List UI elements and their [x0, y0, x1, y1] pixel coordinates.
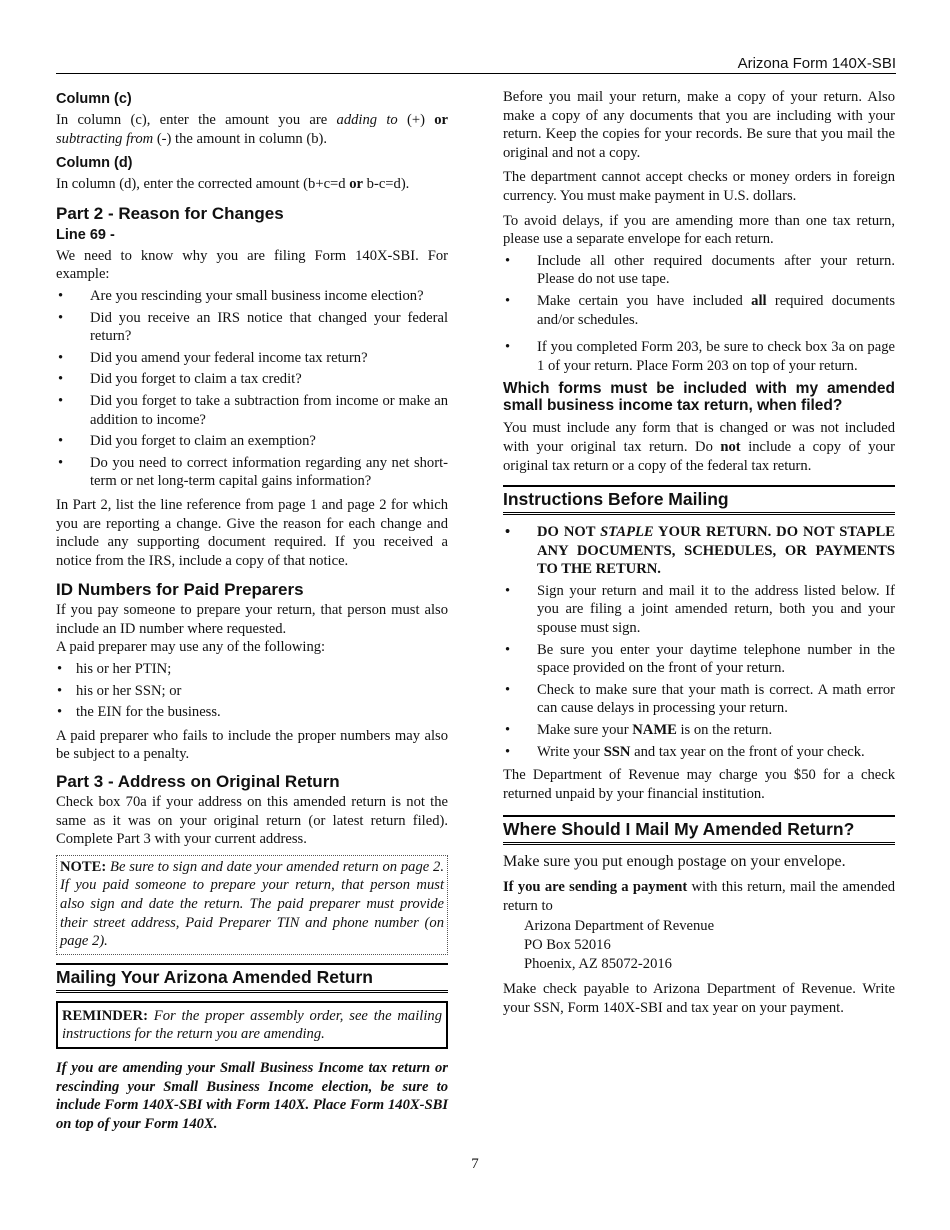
forms-answer-text: You must include any form that is changed or was not included with your original tax return. Do not include a copy of your original tax return or a copy of the federal tax return.: [503, 420, 895, 474]
part3-heading: Part 3 - Address on Original Return: [56, 772, 340, 792]
part2-body: In Part 2, list the line reference from page 1 and page 2 for which you are reporting a change. Give the reason for each change and include any supporting document required. If you received a notice from the IRS, include a copy of that notice.: [56, 496, 448, 569]
page-number: 7: [471, 1156, 479, 1172]
list-item: • his or her PTIN;: [56, 660, 448, 679]
column-c-heading: Column (c): [56, 91, 132, 107]
column-c-text: In column (c), enter the amount you are adding to (+) or subtracting from (-) the amount in column (b).: [56, 112, 448, 147]
mailing-section-heading: Mailing Your Arizona Amended Return: [56, 963, 448, 993]
before-mailing-list: [503, 523, 895, 761]
returned-check-fee-text: The Department of Revenue may charge you $50 for a check returned unpaid by your financial institution.: [503, 767, 895, 802]
check-payable-text: Make check payable to Arizona Department of Revenue. Write your SSN, Form 140X-SBI and tax year on your payment.: [503, 981, 895, 1016]
list-item: • the EIN for the business.: [56, 703, 448, 722]
part2-heading: Part 2 - Reason for Changes: [56, 203, 284, 223]
separate-envelope-text: To avoid delays, if you are amending more than one tax return, please use a separate envelope for each return.: [503, 212, 895, 248]
forms-question-heading: Which forms must be included with my amended small business income tax return, when filed?: [503, 380, 895, 415]
part3-body: Check box 70a if your address on this amended return is not the same as it was on your original return (or latest return filed). Complete Part 3 with your current address.: [56, 794, 448, 848]
list-item: • Are you rescinding your small business income election?: [56, 287, 448, 306]
list-item: • Make certain you have included all required documents and/or schedules.: [503, 292, 895, 329]
address-line: Phoenix, AZ 85072-2016: [524, 956, 672, 973]
list-item: • Include all other required documents after your return. Please do not use tape.: [503, 252, 895, 289]
postage-text: Make sure you put enough postage on your envelope.: [503, 853, 846, 871]
address-line: PO Box 52016: [524, 937, 611, 954]
column-d-text: In column (d), enter the corrected amount (b+c=d or b-c=d).: [56, 176, 410, 193]
sbi-assembly-note: If you are amending your Small Business Income tax return or rescinding your Small Business Income election, be sure to include Form 140X-SBI with Form 140X. Place Form 140X-SBI on top of your Form 140X.: [56, 1059, 448, 1132]
address-line: Arizona Department of Revenue: [524, 918, 715, 935]
list-item: • DO NOT STAPLE YOUR RETURN. DO NOT STAPLE ANY DOCUMENTS, SCHEDULES, OR PAYMENTS TO THE RETURN.: [503, 523, 895, 579]
currency-text: The department cannot accept checks or money orders in foreign currency. You must make payment in U.S. dollars.: [503, 169, 895, 204]
where-to-mail-heading: Where Should I Mail My Amended Return?: [503, 815, 895, 845]
payment-mail-text: If you are sending a payment with this return, mail the amended return to: [503, 879, 895, 914]
list-item: • Make sure your NAME is on the return.: [503, 721, 895, 740]
form-title: Arizona Form 140X-SBI: [737, 55, 896, 72]
preparers-p2: A paid preparer may use any of the following:: [56, 639, 326, 656]
part2-intro: We need to know why you are filing Form 140X-SBI. For example:: [56, 247, 448, 283]
note-text: Be sure to sign and date your amended return on page 2. If you paid someone to prepare your return, that person must also sign and date the return. The paid preparer must provide their street address, Paid Preparer TIN and phone number (on page 2).: [60, 858, 444, 950]
mailing-address: [503, 917, 895, 974]
preparers-p3: A paid preparer who fails to include the proper numbers may also be subject to a penalty.: [56, 727, 448, 763]
preparers-heading: ID Numbers for Paid Preparers: [56, 580, 304, 600]
reason-question-list: [56, 287, 448, 491]
list-item: • his or her SSN; or: [56, 682, 448, 701]
list-item: • Did you amend your federal income tax return?: [56, 349, 448, 368]
preparers-p1: If you pay someone to prepare your return, that person must also include an ID number where requested.: [56, 602, 448, 637]
before-mailing-heading: Instructions Before Mailing: [503, 485, 895, 515]
reminder-box: [56, 1001, 448, 1049]
list-item: • Did you forget to claim an exemption?: [56, 432, 448, 451]
reminder-text: For the proper assembly order, see the mailing instructions for the return you are amending.: [62, 1007, 442, 1043]
list-item: • Do you need to correct information regarding any net short-term or net long-term capital gains information?: [56, 454, 448, 491]
left-column: [56, 88, 448, 1139]
list-item: • Be sure you enter your daytime telephone number in the space provided on the front of your return.: [503, 641, 895, 678]
list-item: • Did you receive an IRS notice that changed your federal return?: [56, 309, 448, 346]
list-item: • Write your SSN and tax year on the front of your check.: [503, 743, 895, 762]
column-d-heading: Column (d): [56, 155, 133, 172]
list-item: • Did you forget to claim a tax credit?: [56, 370, 448, 389]
list-item: • Check to make sure that your math is correct. A math error can cause delays in processing your return.: [503, 681, 895, 718]
list-item: • If you completed Form 203, be sure to check box 3a on page 1 of your return. Place Form 203 on top of your return.: [503, 338, 895, 375]
note-box: [56, 855, 448, 955]
mailing-document-list: [503, 252, 895, 376]
line69-heading: Line 69 -: [56, 226, 115, 243]
note-label: NOTE:: [60, 858, 107, 875]
header-rule: [56, 73, 896, 74]
right-column: [503, 88, 895, 1023]
list-item: • Sign your return and mail it to the address listed below. If you are filing a joint amended return, both you and your spouse must sign.: [503, 582, 895, 638]
copy-return-text: Before you mail your return, make a copy of your return. Also make a copy of any documents that you are including with your return. Keep the copies for your records. Be sure that you mail the original and not a copy.: [503, 89, 895, 161]
reminder-label: REMINDER:: [62, 1007, 148, 1024]
list-item: • Did you forget to take a subtraction from income or make an addition to income?: [56, 392, 448, 429]
preparer-id-list: [56, 660, 448, 722]
